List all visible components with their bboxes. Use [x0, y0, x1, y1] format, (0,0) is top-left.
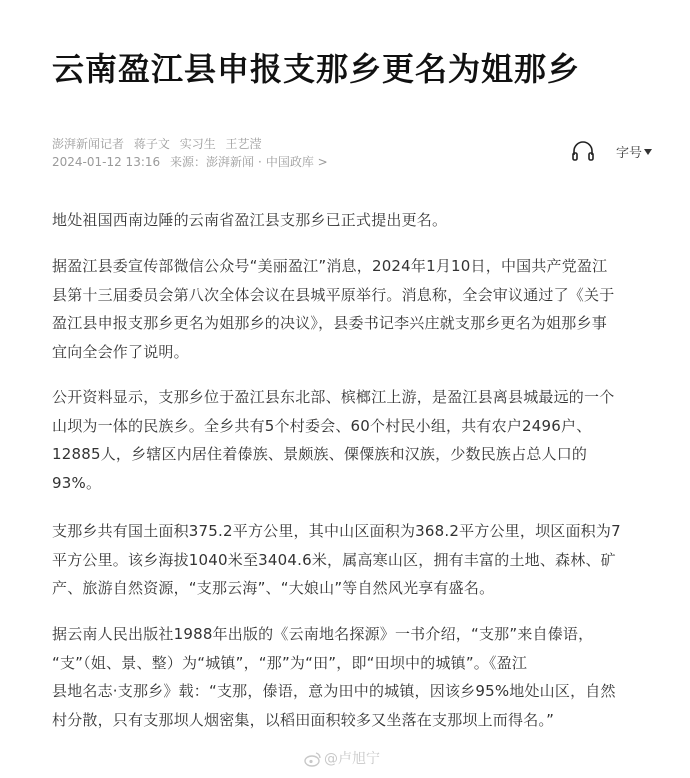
- weibo-icon: [304, 751, 322, 767]
- article-paragraph-5: [52, 620, 652, 734]
- paragraph-line: 宜向全会作了说明。: [52, 342, 189, 361]
- source-value[interactable]: 澎湃新闻: [205, 155, 254, 169]
- byline-source: 澎湃新闻记者: [52, 137, 125, 151]
- paragraph-line: 据云南人民出版社1988年出版的《云南地名探源》一书介绍，“支那”来自傣语，: [52, 625, 594, 643]
- paragraph-line: 产、旅游自然资源，“支那云海”、“大娘山”等自然风光享有盛名。: [52, 579, 495, 597]
- paragraph-line: 12885人，乡辖区内居住着傣族、景颇族、傈僳族和汉族，少数民族占总人口的: [52, 445, 588, 463]
- paragraph-line: 山坝为一体的民族乡。全乡共有5个村委会、60个村民小组，共有农户2496户、: [52, 416, 592, 435]
- source-channel-link[interactable]: 中国政库 >: [265, 155, 328, 169]
- article-paragraph-3: [52, 383, 652, 497]
- paragraph-line: 盈江县申报支那乡更名为姐那乡的决议》，县委书记李兴庄就支那乡更名为姐那乡事: [52, 314, 607, 332]
- caret-down-icon: [644, 149, 652, 155]
- paragraph-line: “支”（姐、景、整）为“城镇”，“那”为“田”，即“田坝中的城镇”。《盈江: [52, 653, 528, 672]
- paragraph-line: 公开资料显示，支那乡位于盈江县东北部、槟榔江上游，是盈江县离县城最远的一个: [52, 388, 615, 406]
- publish-datetime: 2024-01-12 13:16: [52, 155, 161, 169]
- watermark-text: @卢旭宁: [324, 751, 380, 767]
- paragraph-line: 县地名志·支那乡》载：“支那，傣语，意为田中的城镇，因该乡95%地处山区，自然: [52, 682, 616, 700]
- article-dateline: [52, 153, 334, 170]
- listen-button[interactable]: [570, 138, 596, 164]
- paragraph-line: 93%。: [52, 473, 102, 492]
- watermark: [304, 748, 380, 768]
- source-label: 来源：: [169, 155, 206, 169]
- font-size-button[interactable]: [616, 142, 652, 161]
- article-title: 云南盈江县申报支那乡更名为姐那乡: [52, 50, 581, 88]
- source-separator: ·: [258, 155, 262, 169]
- paragraph-line: 县第十三届委员会第八次全体会议在县城平原举行。消息称，全会审议通过了《关于: [52, 285, 615, 304]
- headphones-icon: [570, 138, 596, 164]
- byline-intern-label: 实习生: [179, 137, 216, 151]
- paragraph-line: 支那乡共有国土面积375.2平方公里，其中山区面积为368.2平方公里，坝区面积为7: [52, 522, 621, 540]
- article-paragraph-1: [52, 206, 652, 235]
- article-paragraph-2: [52, 252, 652, 366]
- article-paragraph-4: [52, 517, 652, 603]
- paragraph-line: 地处祖国西南边陲的云南省盈江县支那乡已正式提出更名。: [52, 211, 448, 229]
- font-size-label: 字号: [616, 146, 643, 161]
- paragraph-line: 平方公里。该乡海拔1040米至3404.6米，属高寒山区，拥有丰富的土地、森林、矿: [52, 550, 616, 569]
- article-byline: [52, 135, 268, 152]
- paragraph-line: 据盈江县委宣传部微信公众号“美丽盈江”消息，2024年1月10日，中国共产党盈江: [52, 257, 608, 275]
- byline-intern: 王艺滢: [225, 137, 262, 151]
- paragraph-line: 村分散，只有支那坝人烟密集，以稻田面积较多又坐落在支那坝上而得名。”: [52, 710, 555, 729]
- byline-reporter: 蒋子文: [133, 137, 170, 151]
